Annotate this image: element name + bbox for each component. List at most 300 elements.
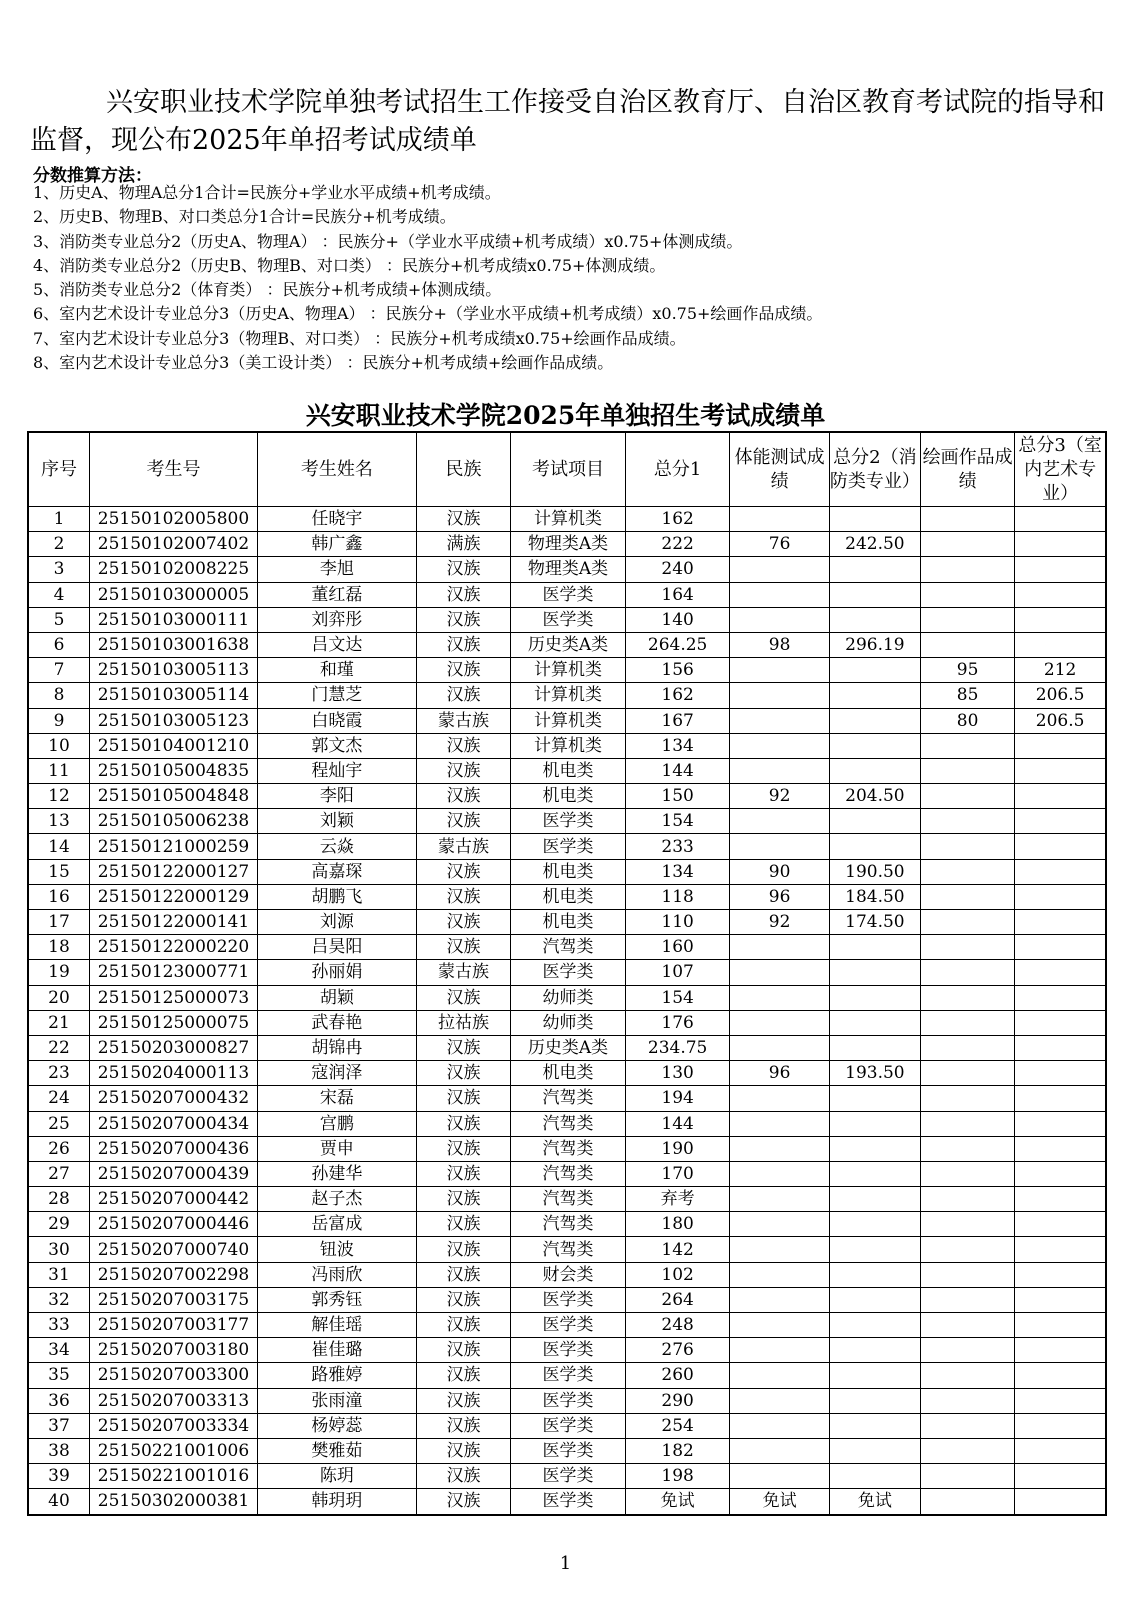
table-cell: 蒙古族 xyxy=(416,834,510,859)
table-cell xyxy=(829,1212,920,1237)
table-row xyxy=(28,758,1106,783)
table-cell: 樊雅茹 xyxy=(258,1438,417,1463)
table-cell: 刘弈彤 xyxy=(258,607,417,632)
table-cell xyxy=(829,1161,920,1186)
table-cell xyxy=(730,1388,829,1413)
table-cell: 3 xyxy=(28,557,89,582)
table-cell: 33 xyxy=(28,1313,89,1338)
table-cell xyxy=(730,1464,829,1489)
intro-paragraph: 兴安职业技术学院单独考试招生工作接受自治区教育厅、自治区教育考试院的指导和监督，现公布2025年单招考试成绩单 xyxy=(30,87,1105,156)
table-row xyxy=(28,960,1106,985)
table-cell: 25150102008225 xyxy=(89,557,257,582)
table-cell: 宫鹏 xyxy=(258,1111,417,1136)
table-cell xyxy=(730,1111,829,1136)
table-cell: 25150103000111 xyxy=(89,607,257,632)
table-cell xyxy=(829,1464,920,1489)
table-cell: 190.50 xyxy=(829,859,920,884)
table-cell: 郭文杰 xyxy=(258,733,417,758)
table-body xyxy=(28,507,1106,1515)
table-cell: 汽驾类 xyxy=(511,935,626,960)
table-cell xyxy=(829,834,920,859)
table-row xyxy=(28,1388,1106,1413)
table-cell: 16 xyxy=(28,884,89,909)
table-cell: 免试 xyxy=(829,1489,920,1515)
table-cell: 96 xyxy=(730,884,829,909)
table-cell xyxy=(920,557,1014,582)
table-row xyxy=(28,1136,1106,1161)
table-cell: 医学类 xyxy=(511,1363,626,1388)
table-cell xyxy=(1015,834,1106,859)
table-cell: 幼师类 xyxy=(511,1010,626,1035)
table-cell xyxy=(1015,1338,1106,1363)
table-cell: 杨婷蕊 xyxy=(258,1413,417,1438)
table-cell: 汉族 xyxy=(416,1287,510,1312)
table-cell xyxy=(920,1237,1014,1262)
table-cell: 40 xyxy=(28,1489,89,1515)
table-cell: 计算机类 xyxy=(511,683,626,708)
table-row xyxy=(28,1237,1106,1262)
table-cell: 25150121000259 xyxy=(89,834,257,859)
table-cell: 汉族 xyxy=(416,1489,510,1515)
table-cell xyxy=(829,1363,920,1388)
header-cell: 总分1 xyxy=(625,432,730,507)
table-cell: 25150122000127 xyxy=(89,859,257,884)
table-cell: 物理类A类 xyxy=(511,532,626,557)
table-cell xyxy=(920,1464,1014,1489)
table-cell: 汽驾类 xyxy=(511,1086,626,1111)
page-number: 1 xyxy=(559,1553,572,1574)
table-cell: 计算机类 xyxy=(511,733,626,758)
table-cell: 9 xyxy=(28,708,89,733)
table-cell: 汉族 xyxy=(416,884,510,909)
table-cell: 25 xyxy=(28,1111,89,1136)
table-cell: 李阳 xyxy=(258,784,417,809)
table-cell xyxy=(920,607,1014,632)
table-cell: 和瑾 xyxy=(258,658,417,683)
table-cell: 胡鹏飞 xyxy=(258,884,417,909)
table-cell: 12 xyxy=(28,784,89,809)
header-cell: 体能测试成绩 xyxy=(730,432,829,507)
table-cell xyxy=(730,1237,829,1262)
table-cell xyxy=(1015,1313,1106,1338)
table-cell xyxy=(829,1086,920,1111)
table-cell: 174.50 xyxy=(829,910,920,935)
table-cell: 汉族 xyxy=(416,1464,510,1489)
table-cell xyxy=(730,1010,829,1035)
table-cell: 医学类 xyxy=(511,1313,626,1338)
table-cell xyxy=(829,758,920,783)
table-cell xyxy=(730,1187,829,1212)
table-cell: 汉族 xyxy=(416,1338,510,1363)
table-cell: 25150122000141 xyxy=(89,910,257,935)
table-cell: 19 xyxy=(28,960,89,985)
header-cell: 总分2（消防类专业） xyxy=(829,432,920,507)
table-cell: 7 xyxy=(28,658,89,683)
table-row xyxy=(28,784,1106,809)
table-row xyxy=(28,910,1106,935)
table-cell: 260 xyxy=(625,1363,730,1388)
table-cell xyxy=(1015,1388,1106,1413)
table-cell xyxy=(1015,1287,1106,1312)
table-cell xyxy=(1015,1035,1106,1060)
table-cell: 汉族 xyxy=(416,658,510,683)
table-cell: 29 xyxy=(28,1212,89,1237)
table-cell xyxy=(829,809,920,834)
table-cell: 吕昊阳 xyxy=(258,935,417,960)
table-cell: 汉族 xyxy=(416,557,510,582)
table-cell xyxy=(1015,784,1106,809)
table-cell: 汉族 xyxy=(416,1111,510,1136)
table-cell: 4 xyxy=(28,582,89,607)
table-cell: 26 xyxy=(28,1136,89,1161)
table-cell xyxy=(730,607,829,632)
table-cell: 宋磊 xyxy=(258,1086,417,1111)
table-cell xyxy=(920,507,1014,532)
table-cell: 25150302000381 xyxy=(89,1489,257,1515)
table-cell: 汉族 xyxy=(416,1262,510,1287)
table-cell xyxy=(1015,758,1106,783)
table-cell: 物理类A类 xyxy=(511,557,626,582)
table-cell: 25150207002298 xyxy=(89,1262,257,1287)
table-cell: 汉族 xyxy=(416,1035,510,1060)
table-cell: 医学类 xyxy=(511,607,626,632)
rule-item: 6、室内艺术设计专业总分3（历史A、物理A） ：民族分+（学业水平成绩+机考成绩）x0.75+绘画作品成绩。 xyxy=(33,304,823,324)
table-cell: 幼师类 xyxy=(511,985,626,1010)
table-cell: 254 xyxy=(625,1413,730,1438)
table-cell: 36 xyxy=(28,1388,89,1413)
table-cell: 25150105006238 xyxy=(89,809,257,834)
table-cell: 25150207003175 xyxy=(89,1287,257,1312)
table-cell: 182 xyxy=(625,1438,730,1463)
table-cell: 汉族 xyxy=(416,1313,510,1338)
table-cell xyxy=(829,683,920,708)
table-cell: 8 xyxy=(28,683,89,708)
table-row xyxy=(28,1287,1106,1312)
table-cell: 崔佳璐 xyxy=(258,1338,417,1363)
table-cell: 机电类 xyxy=(511,910,626,935)
table-cell: 206.5 xyxy=(1015,683,1106,708)
table-cell: 25150221001016 xyxy=(89,1464,257,1489)
table-row xyxy=(28,834,1106,859)
table-cell: 汉族 xyxy=(416,1212,510,1237)
table-cell: 27 xyxy=(28,1161,89,1186)
table-cell: 汽驾类 xyxy=(511,1237,626,1262)
table-cell xyxy=(730,1136,829,1161)
table-cell xyxy=(1015,582,1106,607)
table-cell xyxy=(920,1363,1014,1388)
table-cell: 92 xyxy=(730,910,829,935)
table-cell: 17 xyxy=(28,910,89,935)
table-cell xyxy=(829,1287,920,1312)
table-cell xyxy=(920,582,1014,607)
table-cell: 25150103005123 xyxy=(89,708,257,733)
table-cell: 38 xyxy=(28,1438,89,1463)
table-cell: 任晓宇 xyxy=(258,507,417,532)
table-cell xyxy=(730,582,829,607)
table-cell: 25150221001006 xyxy=(89,1438,257,1463)
table-cell: 190 xyxy=(625,1136,730,1161)
table-cell xyxy=(829,1438,920,1463)
table-cell: 6 xyxy=(28,632,89,657)
table-header-row xyxy=(28,432,1106,507)
table-cell: 25150207000436 xyxy=(89,1136,257,1161)
table-cell xyxy=(1015,960,1106,985)
table-cell xyxy=(829,1010,920,1035)
table-cell xyxy=(1015,1363,1106,1388)
table-row xyxy=(28,1010,1106,1035)
table-cell xyxy=(730,834,829,859)
table-cell: 144 xyxy=(625,1111,730,1136)
table-cell: 韩玥玥 xyxy=(258,1489,417,1515)
table-cell: 25150103000005 xyxy=(89,582,257,607)
table-cell: 25150123000771 xyxy=(89,960,257,985)
table-cell: 医学类 xyxy=(511,1413,626,1438)
table-cell: 汉族 xyxy=(416,733,510,758)
table-cell: 汉族 xyxy=(416,683,510,708)
table-cell: 164 xyxy=(625,582,730,607)
table-cell xyxy=(1015,1489,1106,1515)
table-cell: 汉族 xyxy=(416,1438,510,1463)
table-cell: 39 xyxy=(28,1464,89,1489)
table-cell xyxy=(920,1338,1014,1363)
table-cell xyxy=(829,658,920,683)
table-row xyxy=(28,1161,1106,1186)
table-cell xyxy=(920,1489,1014,1515)
table-cell xyxy=(920,1136,1014,1161)
table-cell: 142 xyxy=(625,1237,730,1262)
scores-table xyxy=(27,431,1107,1516)
table-cell: 汉族 xyxy=(416,607,510,632)
table-cell: 102 xyxy=(625,1262,730,1287)
table-cell xyxy=(730,1161,829,1186)
table-cell: 计算机类 xyxy=(511,708,626,733)
rules-list xyxy=(33,181,1113,375)
header-cell: 考试项目 xyxy=(511,432,626,507)
header-cell: 总分3（室内艺术专业） xyxy=(1015,432,1106,507)
table-cell xyxy=(920,1262,1014,1287)
table-cell xyxy=(730,1413,829,1438)
table-cell: 程灿宇 xyxy=(258,758,417,783)
table-cell: 25150122000220 xyxy=(89,935,257,960)
table-cell: 23 xyxy=(28,1061,89,1086)
table-title: 兴安职业技术学院2025年单独招生考试成绩单 xyxy=(305,401,826,430)
table-cell: 25150125000073 xyxy=(89,985,257,1010)
table-cell: 14 xyxy=(28,834,89,859)
table-cell: 机电类 xyxy=(511,859,626,884)
table-cell xyxy=(829,1187,920,1212)
table-cell xyxy=(1015,1086,1106,1111)
table-cell: 107 xyxy=(625,960,730,985)
table-cell xyxy=(1015,632,1106,657)
table-row xyxy=(28,1111,1106,1136)
table-cell xyxy=(829,1237,920,1262)
table-row xyxy=(28,985,1106,1010)
table-cell: 汉族 xyxy=(416,1413,510,1438)
rule-item: 7、室内艺术设计专业总分3（物理B、对口类） ：民族分+机考成绩x0.75+绘画作品成绩。 xyxy=(33,328,686,348)
header-cell: 序号 xyxy=(28,432,89,507)
table-cell: 孙建华 xyxy=(258,1161,417,1186)
table-cell xyxy=(829,1111,920,1136)
table-row xyxy=(28,683,1106,708)
table-cell xyxy=(920,1388,1014,1413)
table-row xyxy=(28,658,1106,683)
table-cell: 96 xyxy=(730,1061,829,1086)
table-row xyxy=(28,582,1106,607)
table-cell: 25150207000439 xyxy=(89,1161,257,1186)
rule-item: 4、消防类专业总分2（历史B、物理B、对口类） ：民族分+机考成绩x0.75+体测成绩。 xyxy=(33,255,666,275)
table-cell xyxy=(1015,1187,1106,1212)
table-cell: 110 xyxy=(625,910,730,935)
table-cell xyxy=(1015,1237,1106,1262)
table-cell: 计算机类 xyxy=(511,507,626,532)
table-cell xyxy=(730,658,829,683)
table-cell: 22 xyxy=(28,1035,89,1060)
table-cell: 234.75 xyxy=(625,1035,730,1060)
table-cell xyxy=(920,960,1014,985)
table-cell xyxy=(829,507,920,532)
table-row xyxy=(28,935,1106,960)
table-cell: 35 xyxy=(28,1363,89,1388)
table-cell: 汉族 xyxy=(416,1086,510,1111)
table-cell: 寇润泽 xyxy=(258,1061,417,1086)
table-cell: 财会类 xyxy=(511,1262,626,1287)
table-cell xyxy=(920,733,1014,758)
table-cell: 汉族 xyxy=(416,809,510,834)
table-row xyxy=(28,1061,1106,1086)
table-cell xyxy=(920,532,1014,557)
table-cell: 路雅婷 xyxy=(258,1363,417,1388)
table-cell xyxy=(829,733,920,758)
table-cell xyxy=(920,1287,1014,1312)
table-row xyxy=(28,1338,1106,1363)
table-cell: 胡颖 xyxy=(258,985,417,1010)
table-cell: 90 xyxy=(730,859,829,884)
table-cell: 92 xyxy=(730,784,829,809)
table-cell xyxy=(730,683,829,708)
table-cell: 134 xyxy=(625,733,730,758)
table-row xyxy=(28,1464,1106,1489)
table-cell xyxy=(920,1187,1014,1212)
table-cell xyxy=(730,1086,829,1111)
table-cell: 刘颖 xyxy=(258,809,417,834)
table-cell: 赵子杰 xyxy=(258,1187,417,1212)
table-cell: 免试 xyxy=(730,1489,829,1515)
table-cell: 25150207000432 xyxy=(89,1086,257,1111)
table-cell: 汉族 xyxy=(416,910,510,935)
table-cell: 20 xyxy=(28,985,89,1010)
table-cell xyxy=(920,985,1014,1010)
table-cell: 37 xyxy=(28,1413,89,1438)
method-heading: 分数推算方法： xyxy=(33,166,152,186)
table-cell: 184.50 xyxy=(829,884,920,909)
table-cell xyxy=(730,1338,829,1363)
table-cell: 陈玥 xyxy=(258,1464,417,1489)
table-cell: 汉族 xyxy=(416,1363,510,1388)
table-cell: 28 xyxy=(28,1187,89,1212)
table-cell: 25150207003180 xyxy=(89,1338,257,1363)
table-cell xyxy=(730,985,829,1010)
table-cell: 25150207000442 xyxy=(89,1187,257,1212)
table-cell: 176 xyxy=(625,1010,730,1035)
table-cell xyxy=(1015,1061,1106,1086)
table-cell xyxy=(730,809,829,834)
table-cell: 264 xyxy=(625,1287,730,1312)
table-cell: 296.19 xyxy=(829,632,920,657)
table-row xyxy=(28,632,1106,657)
table-cell xyxy=(920,1035,1014,1060)
table-cell xyxy=(829,960,920,985)
rule-item: 2、历史B、物理B、对口类总分1合计=民族分+机考成绩。 xyxy=(33,207,456,227)
table-cell: 汉族 xyxy=(416,758,510,783)
table-cell: 机电类 xyxy=(511,784,626,809)
table-cell xyxy=(920,758,1014,783)
table-cell: 204.50 xyxy=(829,784,920,809)
table-cell: 194 xyxy=(625,1086,730,1111)
table-cell: 25150105004835 xyxy=(89,758,257,783)
table-row xyxy=(28,859,1106,884)
table-cell xyxy=(730,708,829,733)
table-cell: 170 xyxy=(625,1161,730,1186)
table-cell: 汽驾类 xyxy=(511,1161,626,1186)
table-cell xyxy=(730,935,829,960)
table-cell: 25150104001210 xyxy=(89,733,257,758)
table-cell xyxy=(1015,859,1106,884)
table-row xyxy=(28,1413,1106,1438)
table-cell xyxy=(920,859,1014,884)
table-cell: 医学类 xyxy=(511,582,626,607)
table-cell xyxy=(920,809,1014,834)
table-cell: 242.50 xyxy=(829,532,920,557)
table-cell: 刘源 xyxy=(258,910,417,935)
table-cell: 193.50 xyxy=(829,1061,920,1086)
table-row xyxy=(28,557,1106,582)
table-cell: 医学类 xyxy=(511,834,626,859)
table-cell: 机电类 xyxy=(511,1061,626,1086)
table-cell: 汉族 xyxy=(416,1136,510,1161)
table-cell: 汉族 xyxy=(416,632,510,657)
table-cell xyxy=(1015,1438,1106,1463)
table-cell: 医学类 xyxy=(511,1287,626,1312)
table-cell xyxy=(730,1313,829,1338)
table-cell xyxy=(920,1111,1014,1136)
table-cell xyxy=(1015,607,1106,632)
table-cell: 25150207003334 xyxy=(89,1413,257,1438)
table-cell: 弃考 xyxy=(625,1187,730,1212)
table-cell: 郭秀钰 xyxy=(258,1287,417,1312)
table-cell: 韩广鑫 xyxy=(258,532,417,557)
table-cell: 吕文达 xyxy=(258,632,417,657)
table-cell xyxy=(730,1035,829,1060)
table-cell: 25150103005113 xyxy=(89,658,257,683)
table-cell: 汉族 xyxy=(416,582,510,607)
table-cell: 30 xyxy=(28,1237,89,1262)
table-cell: 医学类 xyxy=(511,1438,626,1463)
table-cell: 150 xyxy=(625,784,730,809)
table-cell: 汉族 xyxy=(416,859,510,884)
table-cell: 医学类 xyxy=(511,1388,626,1413)
table-cell: 144 xyxy=(625,758,730,783)
table-cell xyxy=(1015,1262,1106,1287)
table-cell: 85 xyxy=(920,683,1014,708)
table-cell: 医学类 xyxy=(511,1464,626,1489)
table-row xyxy=(28,1313,1106,1338)
table-cell xyxy=(1015,1136,1106,1161)
table-cell xyxy=(1015,1413,1106,1438)
table-cell: 25150103005114 xyxy=(89,683,257,708)
table-cell: 167 xyxy=(625,708,730,733)
table-cell: 5 xyxy=(28,607,89,632)
table-row xyxy=(28,1035,1106,1060)
